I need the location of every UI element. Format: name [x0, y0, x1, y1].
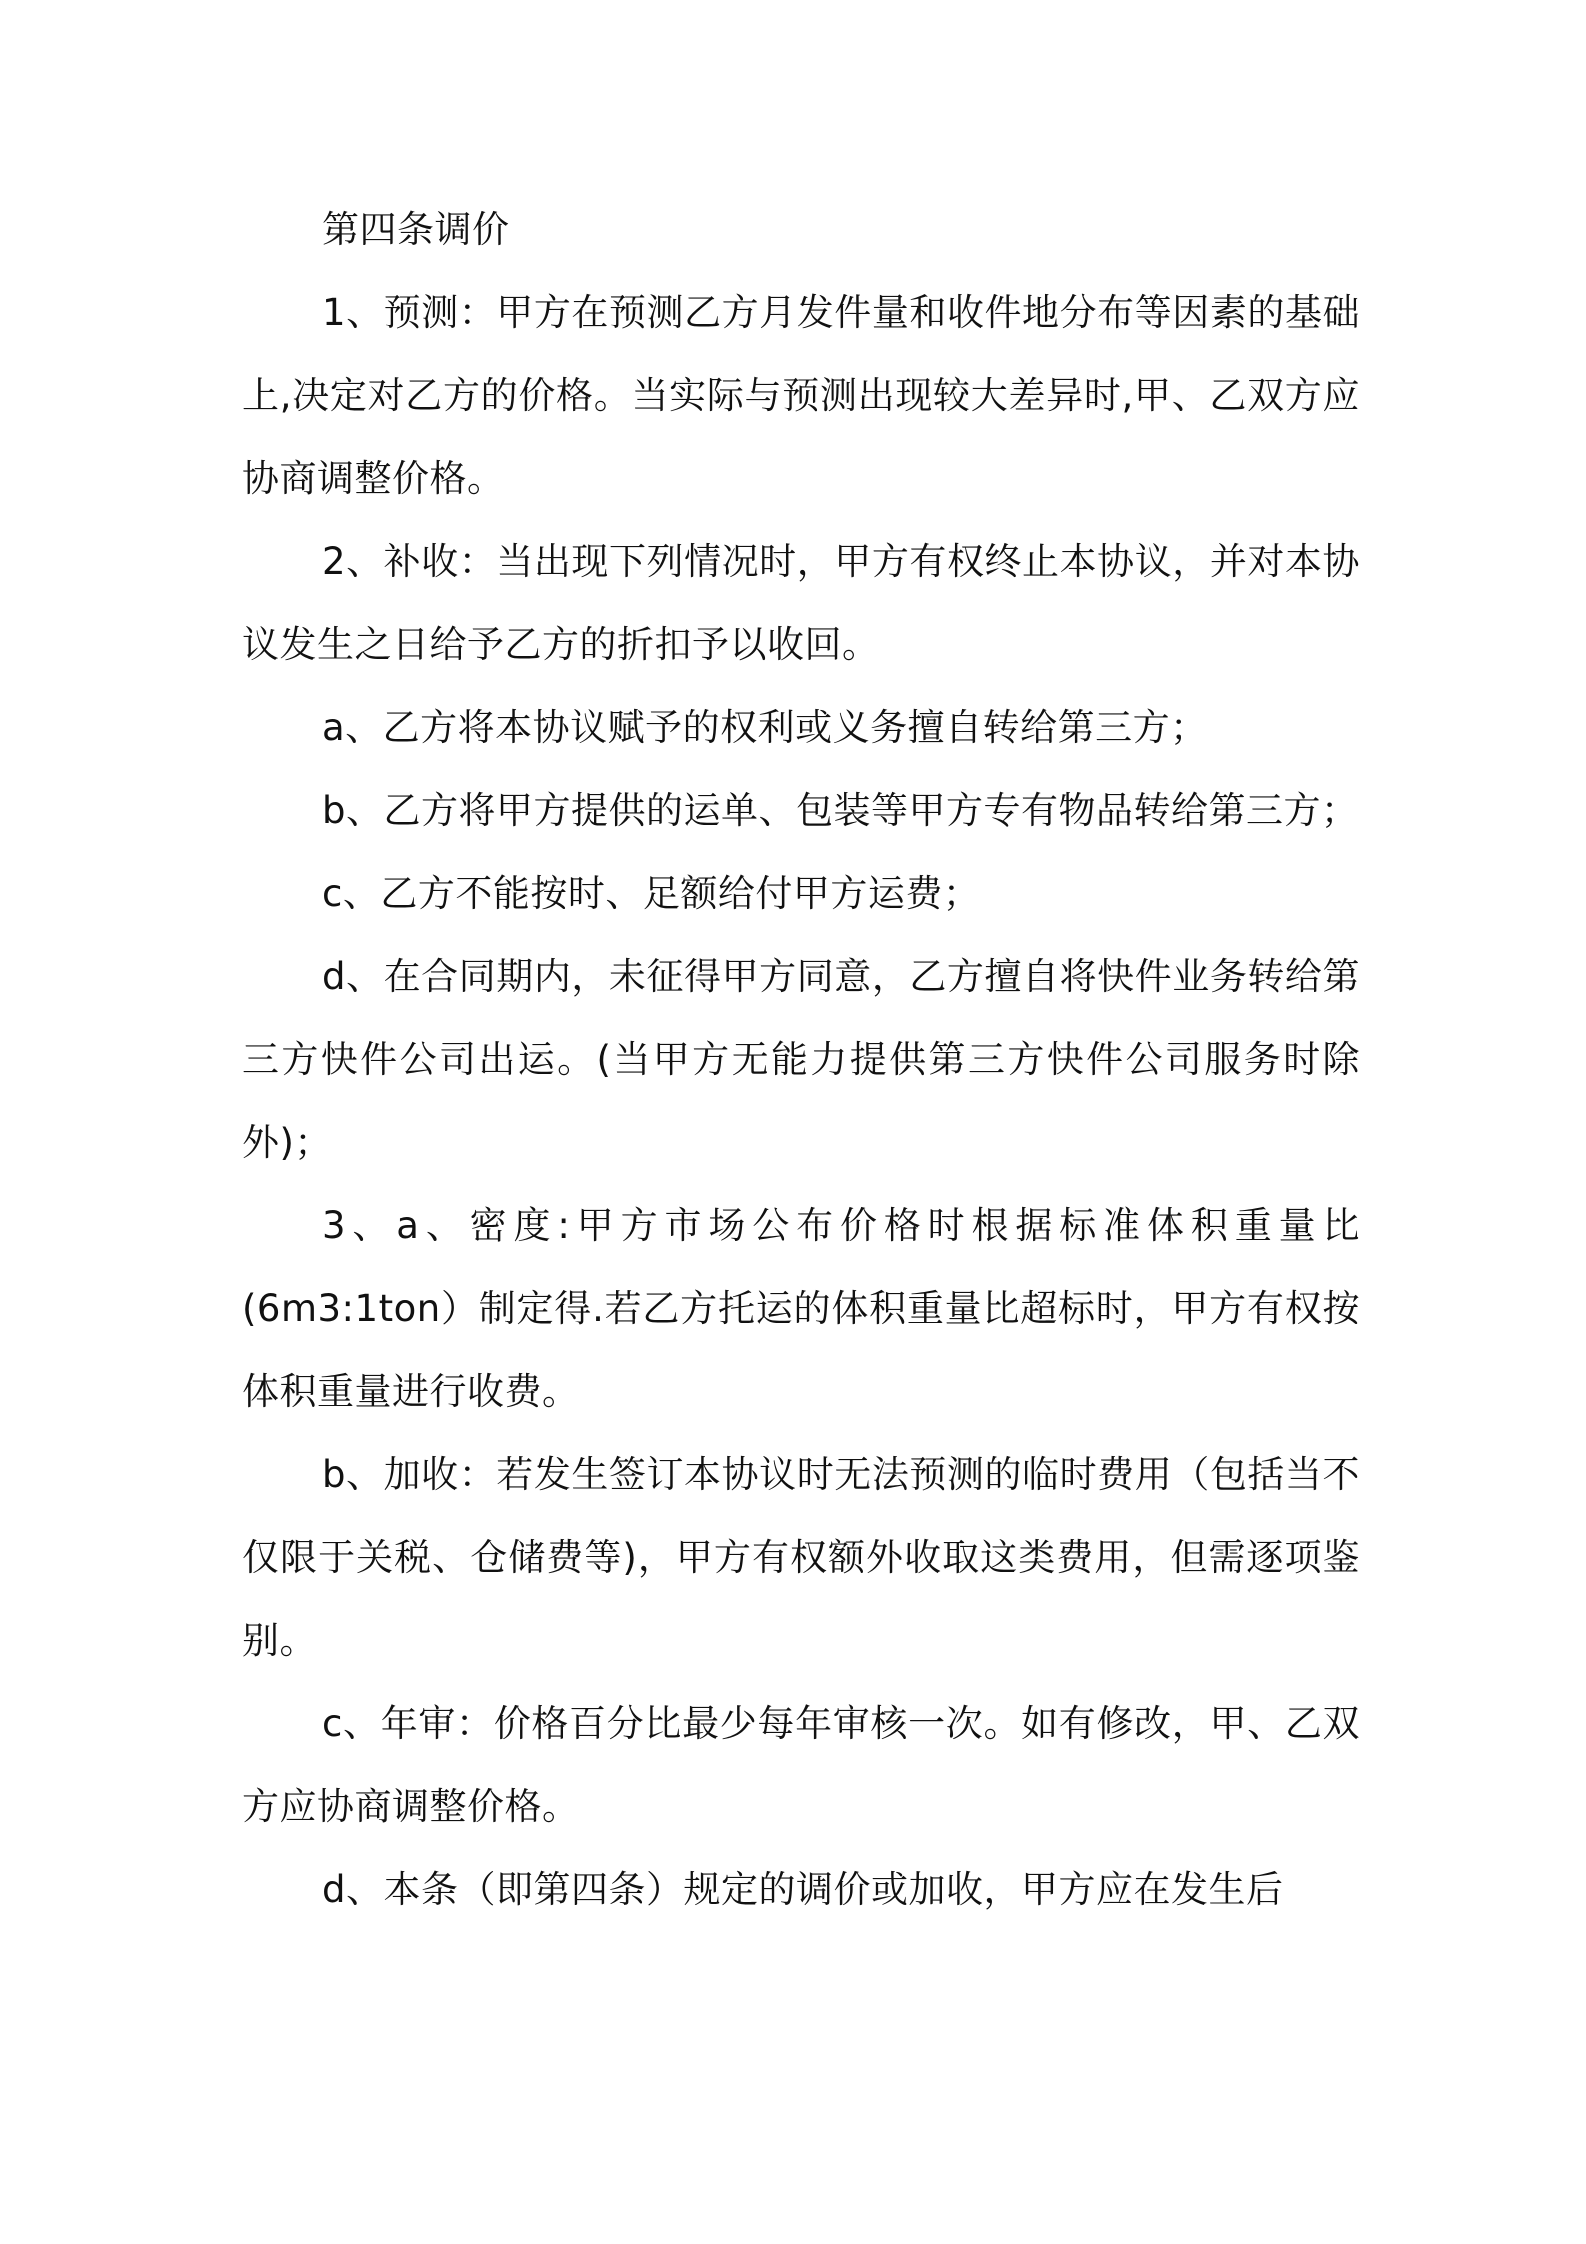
paragraph-density: 3、a、密度:甲方市场公布价格时根据标准体积重量比(6m3:1ton）制定得.若乙方托运的体积重量比超标时，甲方有权按体积重量进行收费。	[242, 1204, 1360, 1413]
paragraph-annual-review: c、年审：价格百分比最少每年审核一次。如有修改，甲、乙双方应协商调整价格。	[242, 1702, 1360, 1828]
article-heading: 第四条调价	[322, 208, 510, 251]
paragraph-forecast: 1、预测：甲方在预测乙方月发件量和收件地分布等因素的基础上,决定对乙方的价格。当实际与预测出现较大差异时,甲、乙双方应协商调整价格。	[242, 291, 1360, 500]
paragraph-item-c: c、乙方不能按时、足额给付甲方运费；	[322, 872, 981, 915]
paragraph-additional-charge: b、加收：若发生签订本协议时无法预测的临时费用（包括当不仅限于关税、仓储费等)，甲方有权额外收取这类费用，但需逐项鉴别。	[242, 1453, 1360, 1662]
paragraph-item-b: b、乙方将甲方提供的运单、包装等甲方专有物品转给第三方；	[322, 789, 1359, 832]
paragraph-supplementary-charge: 2、补收：当出现下列情况时，甲方有权终止本协议，并对本协议发生之日给予乙方的折扣予以收回。	[242, 540, 1360, 666]
paragraph-price-adjustment: d、本条（即第四条）规定的调价或加收，甲方应在发生后	[322, 1868, 1284, 1911]
document-body	[242, 188, 1360, 1931]
paragraph-item-d: d、在合同期内，未征得甲方同意，乙方擅自将快件业务转给第三方快件公司出运。(当甲方无能力提供第三方快件公司服务时除外)；	[242, 955, 1360, 1164]
paragraph-item-a: a、乙方将本协议赋予的权利或义务擅自转给第三方；	[322, 706, 1208, 749]
